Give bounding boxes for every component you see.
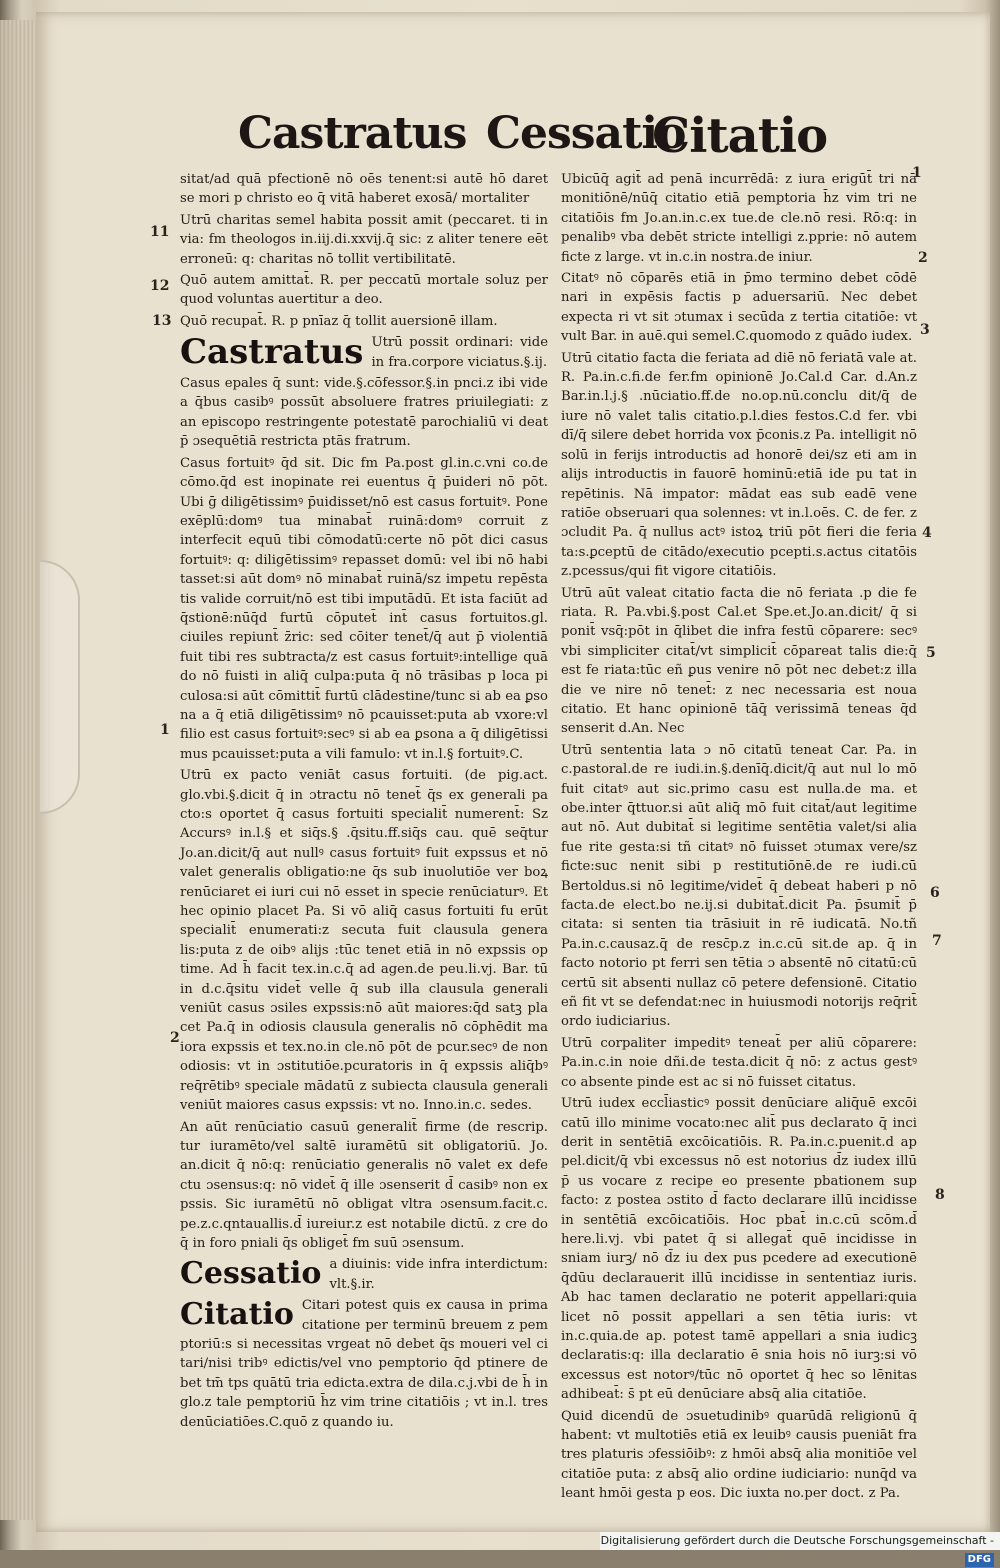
paragraph: Utrū aūt valeat citatio facta die nō feriata .p die fe riata. R. Pa.vbi.§.post Cal.et Spe.et.Jo.an.dicit/ q̄ si ponit̄ vsq̄:pōt in q̄libet die infra festū cōparere: secꝰ vbi simpliciter citat̄/vt simplicit̄ cōpareat talis die:q̄ est fe riata:tūc eñ ꝑus venire nō pōt nec debet:z illa die ve nire nō tenet̄: z nec necessaria est noua citatio. Et hanc opinionē tāq̄ verissimā teneas q̄d senserit d.An. Nec (561, 585, 917, 737)
margin-number: 1 (912, 165, 922, 181)
paragraph: An aūt renūciatio casuū generalit̄ firme (de rescrip. tur iuramēto/vel saltē iuramētū sit obligatoriū. Jo. an.dicit q̄ nō:q: renūciatio generalis nō valet ex defe ctu ɔsensus:q: nō videt̄ q̄ ille ɔsenserit d̄ casibꝰ non ex pssis. Sic iuramētū nō obligat vltra ɔsensum.facit.c. pe.z.c.qntauallis.d̄ iureiur.z est notabile dictū. z cre do q̄ in foro pniali q̄s obliget̄ fm suū ɔsensum. (180, 1119, 548, 1251)
paragraph: Utrū sententia lata ɔ nō citatū teneat Car. Pa. in c.pastoral.de re iudi.in.§.denīq̄.dicit/q̄ aut nul lo mō fuit citatꝰ aut sic.primo casu est nulla.de ma. et obe.inter q̄ttuor.si aūt aliq̄ mō fuit citat̄/aut legitime aut nō. Aut dubitat̄ si legitime sentētia valet/si alia fue rite gesta:si tñ citatꝰ nō fuisset ɔtumax vere/sz ficte:suc nenit sibi p restitutiōnē.de re iudi.cū Bertoldus.si nō legitime/videt̄ q̄ debeat haberi p nō facta.de elect.bo ne.ij.si dubitat̄.dicit Pa. p̄sumit̄ p̄ citata: si senten tia trāsiuit in rē iudicatā. No.tñ Pa.in.c.causaz.q̄ de resc̄p.z in.c.cū sit.de ap. q̄ in facto notorio pt ferri sen tētia ɔ absentē nō citatū:cū certū sit absenti nullaz cō petere defensionē. Citatio eñ fit vt se defendat:nec in huiusmodi notorijs req̄rit̄ ordo iudiciarius. (561, 742, 917, 1030)
lemma-cessatio: Cessatio (180, 1256, 322, 1292)
margin-number: 2 (918, 250, 928, 266)
digitization-footer (600, 1532, 1000, 1565)
margin-number: 8 (935, 1187, 945, 1203)
margin-number: 1 (160, 722, 170, 738)
entry-cessatio (180, 1255, 548, 1294)
paragraph: Utrū iudex eccl̄iasticꝰ possit denūciare aliq̄uē excōi catū illo minime vocato:nec alit̄ pus declarato q̄ inci derit in sentētiā excōicatiōis. R. Pa.in.c.puenit.d ap pel.dicit/q̄ vbi excessus nō est notorius d̄z iudex illū p̄ us vocare z recipe eo presente pbationem sup facto: z postea ɔstito d̄ facto declarare illū incidisse in sentētiā excōicatiōis. Hoc pbat̄ in.c.cū scōm.d̄ here.li.vj. vbi patet q̄ si allegat̄ quē incidisse in sniam iurꝫ/ nō d̄z iu dex pus pcedere ad executionē q̄dūu declarauerit illū incidisse in sententiaz iuris. Ab hac tamen declaratio ne poterit appellari:quia licet nō possit appellari a sen tētia iuris: vt in.c.quia.de ap. potest tamē appellari a snia iudicꝫ declaratis:q: illa declaratio ē snia hois nō iurꝫ:si vō excessus est notorꝰ/tūc nō oportet q̄ hec so lēnitas adhibeat̄: s̄ pt eū denūciare absq̄ alia citatiōe. (561, 1096, 917, 1403)
lemma-text: Utrū possit ordinari: vide in fra.corpore viciatus.§.ij. (371, 335, 548, 370)
paragraph: Citatꝰ nō cōparēs etiā in p̄mo termino debet cōdē nari in expēsis factis p aduersariū. Nec debet expecta ri vt sit ɔtumax i secūda z tertia citatiōe: vt vult Bar. in auē.qui semel.C.quomodo z quādo iudex. (561, 271, 917, 345)
running-head-castratus: Castratus (238, 108, 467, 159)
footer-text: Digitalisierung gefördert durch die Deutsche Forschungsgemeinschaft - (600, 1534, 994, 1547)
right-text-column (561, 170, 917, 1506)
lemma-citatio: Citatio (180, 1297, 294, 1333)
paragraph: Casus epales q̄ sunt: vide.§.cōfessor.§.in pnci.z ibi vide a q̄bus casibꝰ possūt absoluere fratres priuilegiati: z an episcopo restringente potestatē parochialiū vi deat p̄ ɔsequētiā restricta ptās fratrum. (180, 376, 548, 450)
paragraph: Quō recupat̄. R. p pnīaz q̄ tollit auersionē illam. (180, 313, 498, 329)
running-head-cessatio: Cessatio (486, 108, 686, 159)
margin-number: 6 (930, 885, 940, 901)
entry-castratus (180, 333, 548, 372)
margin-number: 7 (932, 933, 942, 949)
lemma-text: Citari potest quis ex causa in prima citatione per terminū breuem z pem ptoriū:s si necessitas vrgeat nō debet q̄s moueri vel ci tari/nisi tribꝰ edictis/vel vno pemptorio q̄d ptinere de bet tm̄ tps quātū tria edicta.extra de dila.c.j.vbi de h̄ in glo.z tale pemptoriū h̄z vim trine citatiōis ; vt in.l. tres denūciatiōes.C.quō z quando iu. (180, 1298, 548, 1430)
margin-number: 3 (920, 322, 930, 338)
entry-citatio (180, 1296, 548, 1432)
left-text-column (180, 170, 548, 1434)
page-tab-marker (40, 560, 80, 814)
margin-number: 11 (150, 224, 170, 240)
paragraph: Quō autem amittat̄. R. per peccatū mortale soluz per quod voluntas auertitur a deo. (180, 273, 548, 308)
margin-number: 5 (926, 645, 936, 661)
paragraph: Utrū corpaliter impeditꝰ teneat̄ per aliū cōparere: Pa.in.c.in noie dñi.de testa.dicit q̄ nō: z actus gestꝰ co absente pinde est ac si nō fuisset citatus. (561, 1035, 917, 1090)
paragraph: Ubicūq̄ agit̄ ad penā incurrēdā: z iura erigūt̄ tri nā monitiōnē/nūq̄ citatio etiā pemptoria h̄z vim tri ne citatiōis fm Jo.an.in.c.ex tue.de cle.nō resi. Rō:q: in penalibꝰ vba debēt stricte intelligi z.pprie: nō autem ficte z large. vt in.c.in nostra.de iniur. (561, 172, 917, 265)
paragraph: Utrū charitas semel habita possit amit (peccaret. ti in via: fm theologos in.iij.di.xxvij.q̄ sic: z aliter tenere eēt erroneū: q: charitas nō tollit vertibilitatē. (180, 212, 548, 267)
running-head-citatio: Citatio (652, 108, 828, 164)
paragraph: Quid dicendū de ɔsuetudinibꝰ quarūdā religionū q̄ habent: vt multotiēs etiā ex leuibꝰ causis pueniāt fra tres platuris ɔfessiōibꝰ: z hmōi absq̄ alia monitiōe vel citatiōe puta: z absq̄ alio ordine iudiciario: nunq̄d va leant hmōi gesta p eos. Dic iuxta no.per doct. z Pa. (561, 1408, 917, 1502)
dfg-logo-icon: DFG (965, 1553, 994, 1567)
lemma-castratus: Castratus (180, 332, 364, 373)
margin-number: 4 (922, 525, 932, 541)
paragraph: Casus fortuitꝰ q̄d sit. Dic fm Pa.post gl.in.c.vni co.de cōmo.q̄d est inopinate rei euentus q̄ p̄uideri nō pōt. Ubi ḡ diligētissimꝰ p̄uidisset/nō est casus fortuitꝰ. Pone exēplū:domꝰ tua minabat̄ ruinā:domꝰ corruit z interfecit equū tibi cōmodatū:certe nō pōt dici casus fortuitꝰ: q: diligētissimꝰ repasset domū: vel ibi nō habi tasset:si aūt domꝰ nō minabat̄ ruinā/sz impetu repēsta tis valide corruit/nō est tibi imputādū. Et ista faciūt ad q̄stionē:nūq̄d furtū cōputet̄ int̄ casus fortuitos.gl. ciuiles repiunt̄ z̄ric: sed cōiter tenet̄/q̄ aut p̄ violentiā fuit tibi res subtracta/z est casus fortuitꝰ:intellige quā do nō fuisti in aliq̄ culpa:puta q̄ nō trāsibas p loca pi culosa:si aūt cōmittit̄ furtū clādestine/tunc si ab ea ꝑso na a q̄ etiā diligētissimꝰ nō pcauisset:puta ab vxore:vl filio est casus fortuitꝰ:secꝰ si ab ea ꝑsona a q̄ diligētissi mus pcauisset:puta a vili famulo: vt in.l.§ fortuitꝰ.C. (180, 455, 548, 762)
margin-number: 13 (152, 313, 172, 329)
margin-number: 2 (170, 1030, 180, 1046)
margin-number: 12 (150, 278, 170, 294)
paragraph: Utrū ex pacto veniāt casus fortuiti. (de pig.act. glo.vbi.§.dicit q̄ in ɔtractu nō tenet̄ q̄s ex generali pa cto:s oportet q̄ casus fortuiti specialit̄ numerent̄: Sz Accursꝰ in.l.§ et siq̄s.§ .q̄situ.ff.siq̄s cau. quē seq̄tur Jo.an.dicit/q̄ aut nullꝰ casus fortuitꝰ fuit expssus et nō valet generalis obligatio:ne q̄s sub inuolutiōe ver boꝝ renūciaret ei iuri cui nō esset in specie renūciaturꝰ. Et hec opinio placet Pa. Si vō aliq̄ casus fortuiti fu erūt specialit̄ enumerati:z secuta fuit clausula genera lis:puta z de oibꝰ alijs :tūc tenet etiā in nō expssis op time. Ad h̄ facit tex.in.c.q̄ ad agen.de peu.li.vj. Bar. tū in d.c.q̄situ videt̄ velle q̄ sub illa clausula generali veniūt casus ɔsiles expssis:nō aūt maiores:q̄d satꝫ pla cet Pa.q̄ in odiosis clausula generalis nō cōphēdit ma iora expssis et tex.no.in cle.nō pōt de pcur.secꝰ de non odiosis: vt in ɔstitutiōe.pcuratoris in q̄ expssis aliq̄bꝰ req̄rētibꝰ speciale mādatū z subiecta clausula generali veniūt maiores casus expssis: vt no. Inno.in.c. sedes. (180, 768, 548, 1114)
page-edge (0, 20, 40, 1520)
paragraph: sitat/ad quā pfectionē nō oēs tenent:si autē hō daret se mori p christo eo q̄ vitā haberet exosā/ mortaliter (180, 172, 548, 207)
lemma-text: a diuinis: vide infra interdictum: vlt.§.ir. (329, 1257, 548, 1292)
paragraph: Utrū citatio facta die feriata ad diē nō feriatā vale at. R. Pa.in.c.fi.de fer.fm opinionē Jo.Cal.d Car. d.An.z Bar.in.l.j.§ .nūciatio.ff.de no.op.nū.conclu dit/q̄ de iure nō valet talis citatio.p.l.dies festos.C.d fer. vbi dī/q̄ silere debet horrida vox p̄conis.z Pa. intelligit nō solū in ferijs introductis ad honorē dei/sz eti am in alijs introductis in fauorē hominū:etiā ide pu tat in repētinis. Nā impator: mādat eas sub eadē vene ratiōe obseruari qua solennes: vt in.l.oēs. C. de fer. z ɔcludit Pa. q̄ nullus actꝰ istoꝝ triū pōt fieri die feria ta:s.ꝑceptū de citādo/executio pcepti.s.actus citatōis z.pcessus/qui fit vigore citatiōis. (561, 350, 917, 580)
